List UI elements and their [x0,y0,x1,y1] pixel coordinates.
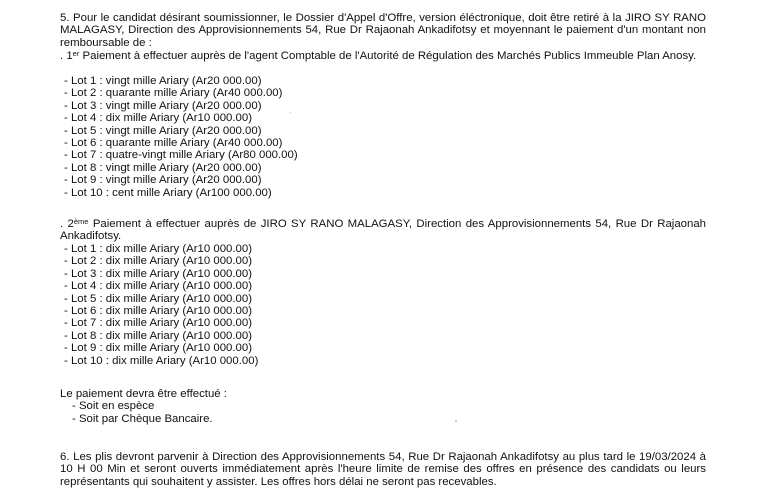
payment-1-text: Paiement à effectuer auprès de l'agent Comptable de l'Autorité de Régulation des Marchés Publics Immeuble Plan Anosy. [79,50,697,62]
payment-option: - Soit en espèce [72,400,155,413]
payment-1-heading [60,50,706,62]
scan-speck [290,112,291,113]
payment-method [60,388,706,425]
lot-item: - Lot 6 : dix mille Ariary (Ar10 000.00) [64,305,253,318]
payment-1-sup: er [72,49,80,58]
lot-item: - Lot 3 : vingt mille Ariary (Ar20 000.00) [64,99,262,112]
lot-item: - Lot 8 : dix mille Ariary (Ar10 000.00) [64,329,253,342]
payment-option: - Soit par Chèque Bancaire. [72,412,213,425]
scan-speck [455,420,457,422]
lot-item: - Lot 7 : dix mille Ariary (Ar10 000.00) [64,317,253,330]
lot-item: - Lot 1 : vingt mille Ariary (Ar20 000.00) [64,75,262,87]
section-6-paragraph [60,451,706,488]
section-6-text: 6. Les plis devront parvenir à Direction des Approvisionnements 54, Rue Dr Rajaonah Ankadifotsy au plus tard le 19/03/2024 à 10 H 00 Min et seront ouverts immédiatement après l'heure limite de remise des offres en présence des candidats ou leurs représentants qui souhaitent y assister. Les offres hors délai ne seront pas recevables. [60,451,706,488]
lot-item: - Lot 5 : dix mille Ariary (Ar10 000.00) [64,292,253,305]
payment-2-sup: ème [73,217,89,226]
payment-2-prefix: . 2 [60,218,74,230]
lot-item: - Lot 9 : dix mille Ariary (Ar10 000.00) [64,342,253,355]
lot-item: - Lot 2 : quarante mille Ariary (Ar40 000.00) [64,87,283,100]
payment-2-lot-list [60,243,706,367]
lot-item: - Lot 4 : dix mille Ariary (Ar10 000.00) [64,280,253,293]
lot-item: - Lot 10 : dix mille Ariary (Ar10 000.00) [64,354,259,367]
lot-item: - Lot 4 : dix mille Ariary (Ar10 000.00) [64,112,253,125]
section-5-text: 5. Pour le candidat désirant soumissionner, le Dossier d'Appel d'Offre, version éléctronique, doit être retiré à la JIRO SY RANO MALAGASY, Direction des Approvisionnements 54, Rue Dr Rajaonah Ankadifotsy et moyennant le paiement d'un montant non remboursable de : [60,12,706,49]
lot-item: - Lot 6 : quarante mille Ariary (Ar40 000.00) [64,137,283,150]
lot-item: - Lot 8 : vingt mille Ariary (Ar20 000.00) [64,161,262,174]
lot-item: - Lot 10 : cent mille Ariary (Ar100 000.00) [64,186,272,199]
section-5-paragraph [60,12,706,49]
lot-item: - Lot 1 : dix mille Ariary (Ar10 000.00) [64,243,253,255]
payment-1-prefix: . 1 [60,50,73,62]
payment-2-text: Paiement à effectuer auprès de JIRO SY RANO MALAGASY, Direction des Approvisionnements 54, Rue Dr Rajaonah Ankadifotsy. [60,218,706,243]
lot-item: - Lot 7 : quatre-vingt mille Ariary (Ar80 000.00) [64,149,298,162]
lot-item: - Lot 9 : vingt mille Ariary (Ar20 000.00) [64,174,262,187]
payment-1-lot-list [60,75,706,199]
lot-item: - Lot 3 : dix mille Ariary (Ar10 000.00) [64,267,253,280]
lot-item: - Lot 5 : vingt mille Ariary (Ar20 000.00) [64,124,262,137]
lot-item: - Lot 2 : dix mille Ariary (Ar10 000.00) [64,255,253,268]
payment-method-intro: Le paiement devra être effectué : [60,388,227,400]
payment-2-heading [60,218,706,243]
